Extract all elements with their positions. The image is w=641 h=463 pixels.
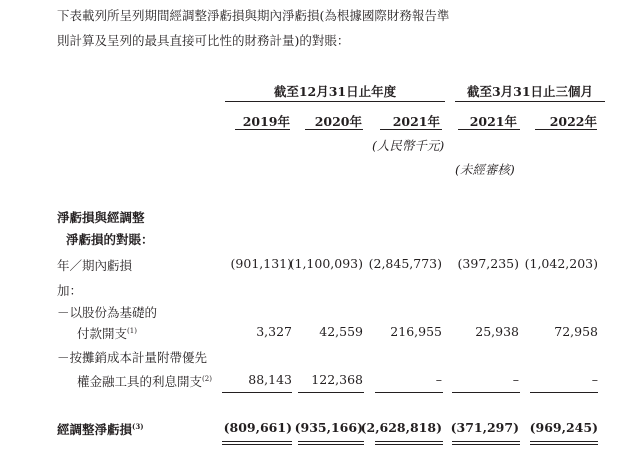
year-header-2020: 2020年 <box>314 114 362 129</box>
year-rule-2021 <box>380 129 442 130</box>
note-ref-2: (2) <box>202 375 212 383</box>
note-ref-3: (3) <box>132 422 144 431</box>
cell-share-based-2019: 3,327 <box>256 324 292 339</box>
cell-share-based-q2022: 72,958 <box>554 324 598 339</box>
cell-net-loss-2020: (1,100,093) <box>289 256 363 271</box>
quarter-rule-2022 <box>535 129 597 130</box>
currency-note: (人民幣千元) <box>372 138 445 153</box>
cell-interest-2021: – <box>435 372 442 387</box>
cell-interest-2020: 122,368 <box>311 372 363 387</box>
year-group-header: 截至12月31日止年度 <box>273 84 397 99</box>
cell-adjusted-2021: (2,628,818) <box>360 420 442 435</box>
row-label-adjusted: 經調整淨虧損$^{(3)}$ <box>57 422 144 437</box>
cell-adjusted-2020: (935,166) <box>294 420 363 435</box>
quarter-rule-2021 <box>458 129 520 130</box>
subtotal-rule-2019 <box>222 392 292 393</box>
cell-net-loss-q2022: (1,042,203) <box>524 256 598 271</box>
year-header-2021: 2021年 <box>392 114 440 129</box>
cell-interest-q2021: – <box>512 372 519 387</box>
row-label-add: 加： <box>57 283 83 298</box>
cell-interest-q2022: – <box>591 372 598 387</box>
intro-line-1: 下表載列所呈列期間經調整淨虧損與期內淨虧損(為根據國際財務報告準 <box>57 8 450 23</box>
intro-line-2: 則計算及呈列的最具直接可比性的財務計量)的對賬： <box>57 33 350 48</box>
cell-net-loss-q2021: (397,235) <box>457 256 519 271</box>
cell-share-based-2021: 216,955 <box>390 324 442 339</box>
cell-adjusted-q2021: (371,297) <box>450 420 519 435</box>
note-ref-1: (1) <box>127 327 137 335</box>
year-rule-2019 <box>235 129 290 130</box>
subtotal-rule-2020 <box>298 392 364 393</box>
section-title: 淨虧損與經調整 <box>57 210 145 225</box>
year-group-rule <box>225 101 445 102</box>
quarter-header-2021: 2021年 <box>469 114 517 129</box>
row-label-share-based-1: －以股份為基礎的 <box>57 305 158 320</box>
total-rule-2021 <box>375 441 443 445</box>
cell-share-based-q2021: 25,938 <box>475 324 519 339</box>
row-label-share-based-2: 付款開支$^{(1)}$ <box>77 326 137 341</box>
row-label-interest-1: －按攤銷成本計量附帶優先 <box>57 350 208 365</box>
quarter-header-2022: 2022年 <box>549 114 597 129</box>
cell-share-based-2020: 42,559 <box>319 324 363 339</box>
quarter-group-header: 截至3月31日止三個月 <box>466 84 594 99</box>
total-rule-2020 <box>298 441 364 445</box>
subtotal-rule-q2022 <box>530 392 598 393</box>
total-rule-q2021 <box>452 441 520 445</box>
cell-net-loss-2019: (901,131) <box>230 256 292 271</box>
row-label-interest-2: 權金融工具的利息開支$^{(2)}$ <box>77 374 212 389</box>
year-header-2019: 2019年 <box>242 114 290 129</box>
section-subtitle: 淨虧損的對賬： <box>66 232 154 247</box>
cell-net-loss-2021: (2,845,773) <box>368 256 442 271</box>
cell-adjusted-q2022: (969,245) <box>529 420 598 435</box>
cell-interest-2019: 88,143 <box>248 372 292 387</box>
row-label-net-loss: 年／期內虧損 <box>57 258 133 273</box>
subtotal-rule-q2021 <box>452 392 520 393</box>
unaudited-note: (未經審核) <box>455 162 515 177</box>
cell-adjusted-2019: (809,661) <box>223 420 292 435</box>
quarter-group-rule <box>455 101 605 102</box>
total-rule-q2022 <box>530 441 598 445</box>
subtotal-rule-2021 <box>375 392 443 393</box>
total-rule-2019 <box>222 441 292 445</box>
year-rule-2020 <box>305 129 363 130</box>
